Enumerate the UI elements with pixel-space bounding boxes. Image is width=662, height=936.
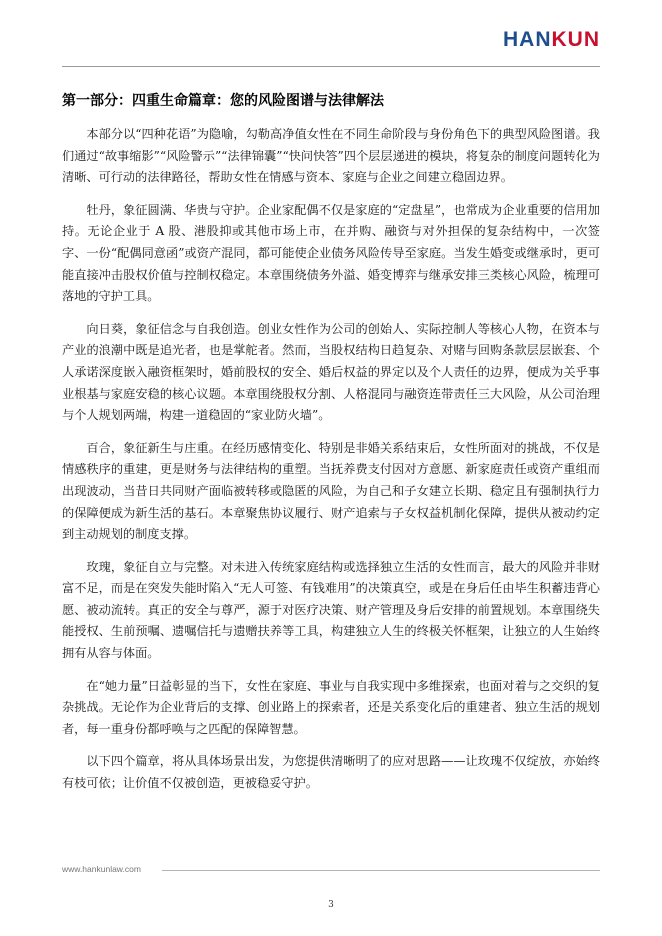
body-text xyxy=(62,124,600,806)
logo-text-han: HAN xyxy=(503,28,552,51)
paragraph-lily: 百合，象征新生与庄重。在经历感情变化、特别是非婚关系结束后，女性所面对的挑战，不仅是情感秩序的重建，更是财务与法律结构的重塑。当抚养费支付因对方意愿、新家庭责任或资产重组而出现波动，当昔日共同财产面临被转移或隐匿的风险，为自己和子女建立长期、稳定且有强制执行力的保障便成为新生活的基石。本章聚焦协议履行、财产追索与子女权益机制化保障，提供从被动约定到主动规划的制度支撑。 xyxy=(62,440,600,542)
paragraph-sunflower: 向日葵，象征信念与自我创造。创业女性作为公司的创始人、实际控制人等核心人物，在资本与产业的浪潮中既是追光者，也是掌舵者。然而，当股权结构日趋复杂、对赌与回购条款层层嵌套、个人承诺深度嵌入融资框架时，婚前股权的安全、婚后权益的界定以及个人责任的边界，便成为关乎事业根基与家庭安稳的核心议题。本章围绕股权分割、人格混同与融资连带责任三大风险，从公司治理与个人规划两端，构建一道稳固的“家业防火墙”。 xyxy=(62,321,600,423)
page-number: 3 xyxy=(328,900,334,910)
paragraph-peony: 牡丹，象征圆满、华贵与守护。企业家配偶不仅是家庭的“定盘星”，也常成为企业重要的信用加持。无论企业于 A 股、港股抑或其他市场上市，在并购、融资与对外担保的复杂结构中，一次签字、一份“配偶同意函”或资产混同，都可能使企业债务风险传导至家庭。当发生婚变或继承时，更可能直接冲击股权价值与控制权稳定。本章围绕债务外溢、婚变博弈与继承安排三类核心风险，梳理可落地的守护工具。 xyxy=(62,202,600,304)
paragraph-conclusion: 以下四个篇章，将从具体场景出发，为您提供清晰明了的应对思路——让玫瑰不仅绽放，亦始终有枝可依；让价值不仅被创造，更被稳妥守护。 xyxy=(62,754,600,791)
paragraph-rose: 玫瑰，象征自立与完整。对未进入传统家庭结构或选择独立生活的女性而言，最大的风险并非财富不足，而是在突发失能时陷入“无人可签、有钱难用”的决策真空，或是在身后任由毕生积蓄违背心愿、被动流转。真正的安全与尊严，源于对医疗决策、财产管理及身后安排的前置规划。本章围绕失能授权、生前预嘱、遗嘱信托与遗赠扶养等工具，构建独立人生的终极关怀框架，让独立的人生始终拥有从容与体面。 xyxy=(62,559,600,661)
footer-divider xyxy=(162,870,600,871)
paragraph-her-power: 在“她力量”日益彰显的当下，女性在家庭、事业与自我实现中多维探索，也面对着与之交织的复杂挑战。无论作为企业背后的支撑、创业路上的探索者，还是关系变化后的重建者、独立生活的规划者，每一重身份都呼唤与之匹配的保障智慧。 xyxy=(62,678,600,736)
hankun-logo xyxy=(503,28,600,52)
footer-website: www.hankunlaw.com xyxy=(62,864,141,874)
section-title: 第一部分：四重生命篇章：您的风险图谱与法律解法 xyxy=(62,93,384,109)
paragraph-intro: 本部分以“四种花语”为隐喻，勾勒高净值女性在不同生命阶段与身份角色下的典型风险图谱。我们通过“故事缩影”“风险警示”“法律锦囊”“快问快答”四个层层递进的模块，将复杂的制度问题转化为清晰、可行动的法律路径，帮助女性在情感与资本、家庭与企业之间建立稳固边界。 xyxy=(62,127,600,185)
logo-text-kun: KUN xyxy=(551,28,600,51)
header-divider xyxy=(62,66,600,67)
